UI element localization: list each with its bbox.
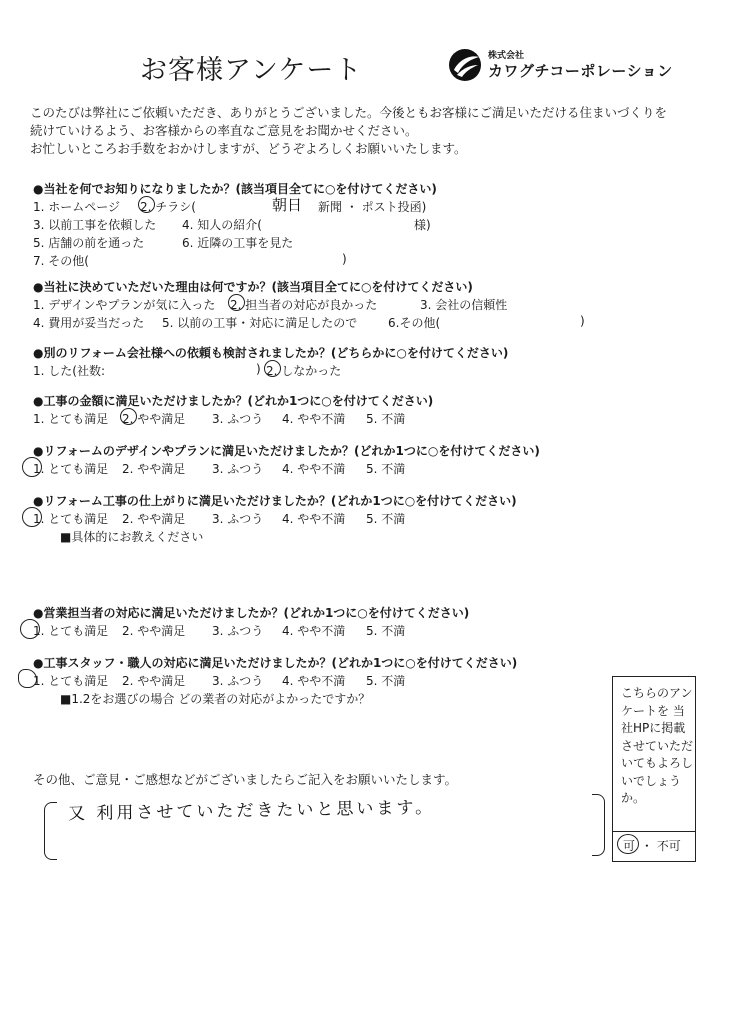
q2-option-4: 4. 費用が妥当だった: [33, 316, 145, 330]
q7-option-1: 1. とても満足: [33, 624, 109, 638]
q5-option-2: 2. やや満足: [122, 462, 186, 476]
q6-option-4: 4. やや不満: [282, 512, 346, 526]
logo-company-name: カワグチコーポレーション: [488, 62, 673, 80]
q8-option-1-circle-mark: [18, 669, 37, 688]
q8-option-5: 5. 不満: [366, 674, 406, 688]
q7-option-4: 4. やや不満: [282, 624, 346, 638]
q1-option-7: 7. その他(: [33, 254, 89, 268]
q4-option-4: 4. やや不満: [282, 412, 346, 426]
q3-option-2-circle-mark: [264, 360, 281, 377]
q7-option-5: 5. 不満: [366, 624, 406, 638]
q2-option-6-end: ): [580, 314, 585, 328]
q1-option-2-handwritten: 朝日: [272, 196, 303, 214]
page-title: お客様アンケート: [140, 55, 363, 86]
q7-option-2: 2. やや満足: [122, 624, 186, 638]
company-logo: [448, 46, 688, 86]
q1-option-2-rest: 新聞 ・ ポスト投函): [318, 200, 427, 214]
q2-question: ●当社に決めていただいた理由は何ですか？(該当項目全てに○を付けてください): [33, 280, 473, 294]
q6-option-5: 5. 不満: [366, 512, 406, 526]
q2-option-2-circle-mark: [228, 294, 245, 311]
q6-option-2: 2. やや満足: [122, 512, 186, 526]
q6-detail-prompt: ■具体的にお教えください: [60, 530, 204, 544]
q1-option-4: 4. 知人の紹介(: [182, 218, 262, 232]
q1-question: ●当社を何でお知りになりましたか？(該当項目全てに○を付けてください): [33, 182, 437, 196]
publish-permission-box: [612, 676, 696, 862]
permission-separator: ・: [640, 839, 653, 853]
comments-handwritten-text: 又 利用させていただきたいと思います。: [67, 797, 436, 825]
company-logo-mark-icon: [448, 48, 482, 82]
intro-line-1: このたびは弊社にご依頼いただき、ありがとうございました。今後ともお客様にご満足いただける住まいづくりを: [30, 105, 668, 120]
q1-option-4-end: 様): [414, 218, 431, 232]
intro-line-3: お忙しいところお手数をおかけしますが、どうぞよろしくお願いいたします。: [30, 141, 467, 156]
intro-line-2: 続けていけるよう、お客様からの率直なご意見をお聞かせください。: [30, 123, 418, 138]
q1-option-7-end: ): [342, 252, 347, 266]
q4-option-2-circle-mark: [120, 408, 137, 425]
permission-no-label: 不可: [656, 839, 681, 853]
q8-option-4: 4. やや不満: [282, 674, 346, 688]
q1-option-6: 6. 近隣の工事を見た: [182, 236, 294, 250]
publish-permission-divider: [613, 831, 695, 832]
q2-option-3: 3. 会社の信頼性: [420, 298, 508, 312]
q5-question: ●リフォームのデザインやプランに満足いただけましたか？(どれか1つに○を付けてください): [33, 444, 540, 458]
q6-option-1: 1. とても満足: [33, 512, 109, 526]
q4-option-2: 2. やや満足: [122, 412, 186, 426]
q1-option-5: 5. 店舗の前を通った: [33, 236, 145, 250]
q2-option-2: 2. 担当者の対応が良かった: [230, 298, 378, 312]
q5-option-1-circle-mark: [22, 457, 42, 477]
q5-option-1: 1. とても満足: [33, 462, 109, 476]
q4-option-1: 1. とても満足: [33, 412, 109, 426]
q5-option-3: 3. ふつう: [212, 462, 264, 476]
q8-detail-prompt: ■1.2をお選びの場合 どの業者の対応がよかったですか？: [60, 692, 371, 706]
q6-option-3: 3. ふつう: [212, 512, 264, 526]
permission-yes: [621, 837, 637, 854]
q7-question: ●営業担当者の対応に満足いただけましたか？(どれか1つに○を付けてください): [33, 606, 470, 620]
q4-option-3: 3. ふつう: [212, 412, 264, 426]
q1-option-2: 2. チラシ(: [140, 200, 196, 214]
q2-option-5: 5. 以前の工事・対応に満足したので: [162, 316, 358, 330]
q1-option-1: 1. ホームページ: [33, 200, 121, 214]
q3-option-1-end: ): [256, 362, 261, 376]
q6-option-1-circle-mark: [22, 507, 42, 527]
publish-permission-answer: [621, 837, 681, 854]
q1-option-2-circle-mark: [138, 196, 155, 213]
permission-yes-label: 可: [623, 839, 636, 853]
permission-yes-circle-mark: [617, 834, 639, 854]
q2-option-1: 1. デザインやプランが気に入った: [33, 298, 216, 312]
q7-option-1-circle-mark: [20, 619, 40, 639]
q8-question: ●工事スタッフ・職人の対応に満足いただけましたか？(どれか1つに○を付けてください): [33, 656, 518, 670]
q3-question: ●別のリフォーム会社様への依頼も検討されましたか？(どちらかに○を付けてください): [33, 346, 509, 360]
q4-question: ●工事の金額に満足いただけましたか？(どれか1つに○を付けてください): [33, 394, 434, 408]
q7-option-3: 3. ふつう: [212, 624, 264, 638]
publish-permission-question: こちらのアンケートを 当社HPに掲載させていただいてもよろしいでしょうか。: [621, 686, 694, 805]
logo-company-type: 株式会社: [488, 51, 525, 61]
q2-option-6: 6.その他(: [388, 316, 441, 330]
q8-option-2: 2. やや満足: [122, 674, 186, 688]
q4-option-5: 5. 不満: [366, 412, 406, 426]
comments-bracket-left: [44, 802, 57, 860]
q3-option-1: 1. した(社数:: [33, 364, 105, 378]
comments-prompt: その他、ご意見・ご感想などがございましたらご記入をお願いいたします。: [33, 772, 458, 787]
q3-option-2: 2. しなかった: [266, 364, 342, 378]
q5-option-5: 5. 不満: [366, 462, 406, 476]
comments-bracket-right: [592, 794, 605, 856]
q6-question: ●リフォーム工事の仕上がりに満足いただけましたか？(どれか1つに○を付けてください): [33, 494, 517, 508]
q8-option-3: 3. ふつう: [212, 674, 264, 688]
q1-option-3: 3. 以前工事を依頼した: [33, 218, 157, 232]
q5-option-4: 4. やや不満: [282, 462, 346, 476]
q8-option-1: 1. とても満足: [33, 674, 109, 688]
